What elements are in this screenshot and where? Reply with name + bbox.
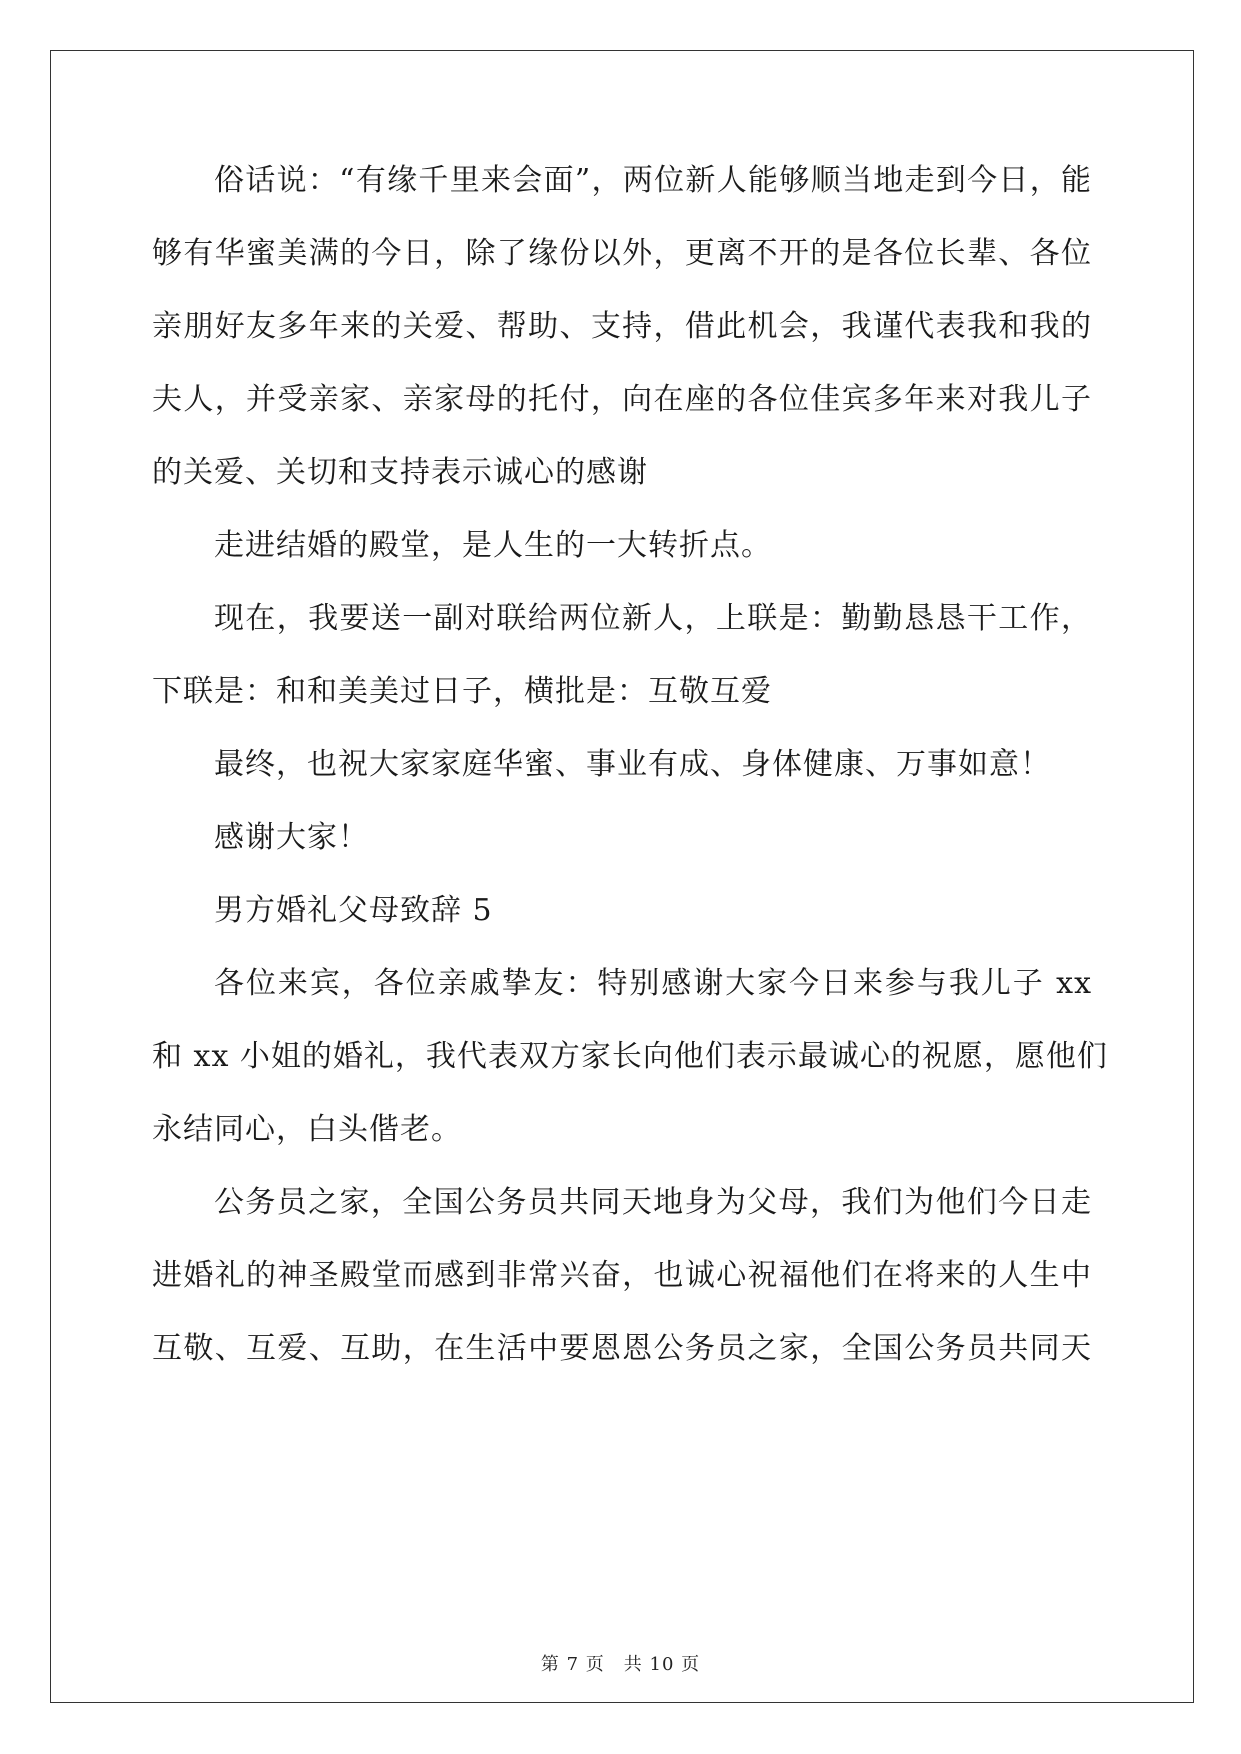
text-line: 各位来宾，各位亲戚挚友：特别感谢大家今日来参与我儿子 xx: [214, 966, 1092, 1001]
text-line: 夫人，并受亲家、亲家母的托付，向在座的各位佳宾多年来对我儿子: [152, 382, 1092, 417]
text-line: 和 xx 小姐的婚礼，我代表双方家长向他们表示最诚心的祝愿，愿他们: [152, 1039, 1108, 1074]
text-line: 走进结婚的殿堂，是人生的一大转折点。: [214, 528, 772, 563]
page-number: 第 7 页 共 10 页: [540, 1654, 701, 1675]
text-line: 亲朋好友多年来的关爱、帮助、支持，借此机会，我谨代表我和我的: [152, 309, 1092, 344]
text-line: 感谢大家！: [214, 820, 369, 855]
text-line: 互敬、互爱、互助，在生活中要恩恩公务员之家，全国公务员共同天: [152, 1331, 1092, 1366]
text-line: 现在，我要送一副对联给两位新人，上联是：勤勤恳恳干工作，: [214, 601, 1092, 636]
text-line: 下联是：和和美美过日子，横批是：互敬互爱: [152, 674, 772, 709]
text-line: 永结同心，白头偕老。: [152, 1112, 462, 1147]
text-line: 最终，也祝大家家庭华蜜、事业有成、身体健康、万事如意！: [214, 747, 1051, 782]
text-line: 进婚礼的神圣殿堂而感到非常兴奋，也诚心祝福他们在将来的人生中: [152, 1258, 1092, 1293]
page-border: [50, 50, 1194, 1703]
section-heading: 男方婚礼父母致辞 5: [214, 893, 493, 928]
text-line: 俗话说：“有缘千里来会面”，两位新人能够顺当地走到今日，能: [214, 163, 1092, 198]
text-line: 够有华蜜美满的今日，除了缘份以外，更离不开的是各位长辈、各位: [152, 236, 1092, 271]
text-line: 公务员之家，全国公务员共同天地身为父母，我们为他们今日走: [214, 1185, 1092, 1220]
text-line: 的关爱、关切和支持表示诚心的感谢: [152, 455, 648, 490]
